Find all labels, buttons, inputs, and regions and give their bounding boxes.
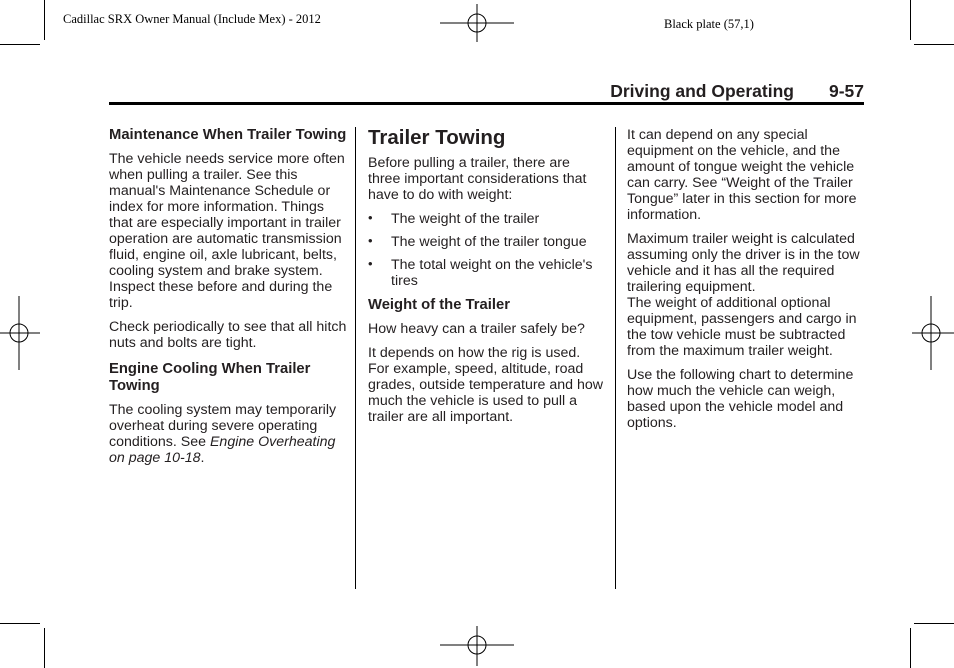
running-head: [109, 80, 864, 102]
bullet-icon: •: [368, 210, 373, 225]
registration-mark-bottom-icon: [440, 626, 514, 666]
section-heading: Trailer Towing: [368, 126, 506, 149]
heading-maintenance: Maintenance When Trailer Towing: [109, 127, 347, 143]
crop-mark: [910, 628, 911, 668]
column-2: [368, 127, 605, 433]
paragraph: Before pulling a trailer, there are three important considerations that have to do with weight:: [368, 155, 587, 203]
list-item: [368, 234, 605, 250]
list-item-text: The total weight on the vehicle's tires: [391, 257, 593, 289]
plate-title: Cadillac SRX Owner Manual (Include Mex) - 2012: [63, 12, 321, 26]
crop-mark: [0, 623, 40, 624]
registration-mark-top-icon: [440, 4, 514, 42]
column-1: [109, 127, 347, 474]
crop-mark: [910, 0, 911, 40]
crop-mark: [914, 44, 954, 45]
paragraph: Use the following chart to determine how much the vehicle can weigh, based upon the vehicle model and options.: [627, 367, 854, 431]
bullet-list: [368, 211, 605, 289]
section-title: Driving and Operating: [610, 81, 794, 101]
heading-weight-of-trailer: Weight of the Trailer: [368, 297, 510, 313]
heading-engine-cooling: Engine Cooling When Trailer Towing: [109, 361, 311, 394]
paragraph-text: .: [200, 450, 205, 466]
registration-mark-right-icon: [912, 296, 954, 370]
cross-reference-link[interactable]: Engine Overheating on page 10-18: [109, 434, 336, 466]
crop-mark: [44, 628, 45, 668]
paragraph: How heavy can a trailer safely be?: [368, 321, 585, 337]
list-item: [368, 257, 605, 289]
column-divider: [355, 127, 356, 589]
bullet-icon: •: [368, 233, 373, 248]
paragraph: It depends on how the rig is used. For example, speed, altitude, road grades, outside temperature and how much the vehicle is used to pull a trailer are all important.: [368, 345, 604, 425]
paragraph: Maximum trailer weight is calculated assuming only the driver is in the tow vehicle and it has all the required trailering equipment.: [627, 231, 860, 295]
plate-info: Black plate (57,1): [664, 17, 754, 31]
crop-mark: [44, 0, 45, 40]
paragraph: Check periodically to see that all hitch nuts and bolts are tight.: [109, 319, 347, 351]
registration-mark-left-icon: [0, 296, 40, 370]
list-item: [368, 211, 605, 227]
header-rule: [109, 102, 864, 105]
paragraph: It can depend on any special equipment on the vehicle, and the amount of tongue weight the vehicle can carry. See “Weight of the Trailer Tongue” later in this section for more information.: [627, 127, 857, 223]
paragraph: The vehicle needs service more often when pulling a trailer. See this manual's Maintenance Schedule or index for more information. Things that are especially important in trailer operation are automatic transmission fluid, engine oil, axle lubricant, belts, cooling system and brake system. Inspect these before and during the trip.: [109, 151, 345, 311]
paragraph: [109, 402, 347, 466]
column-3: [627, 127, 865, 439]
paragraph-text: The cooling system may temporarily overheat during severe operating conditions. See: [109, 402, 337, 450]
crop-mark: [914, 623, 954, 624]
paragraph: The weight of additional optional equipment, passengers and cargo in the tow vehicle must be subtracted from the maximum trailer weight.: [627, 295, 857, 359]
page-number: 9-57: [828, 81, 864, 101]
list-item-text: The weight of the trailer tongue: [391, 234, 587, 250]
bullet-icon: •: [368, 256, 373, 271]
list-item-text: The weight of the trailer: [391, 211, 540, 227]
crop-mark: [0, 44, 40, 45]
column-divider: [615, 127, 616, 589]
